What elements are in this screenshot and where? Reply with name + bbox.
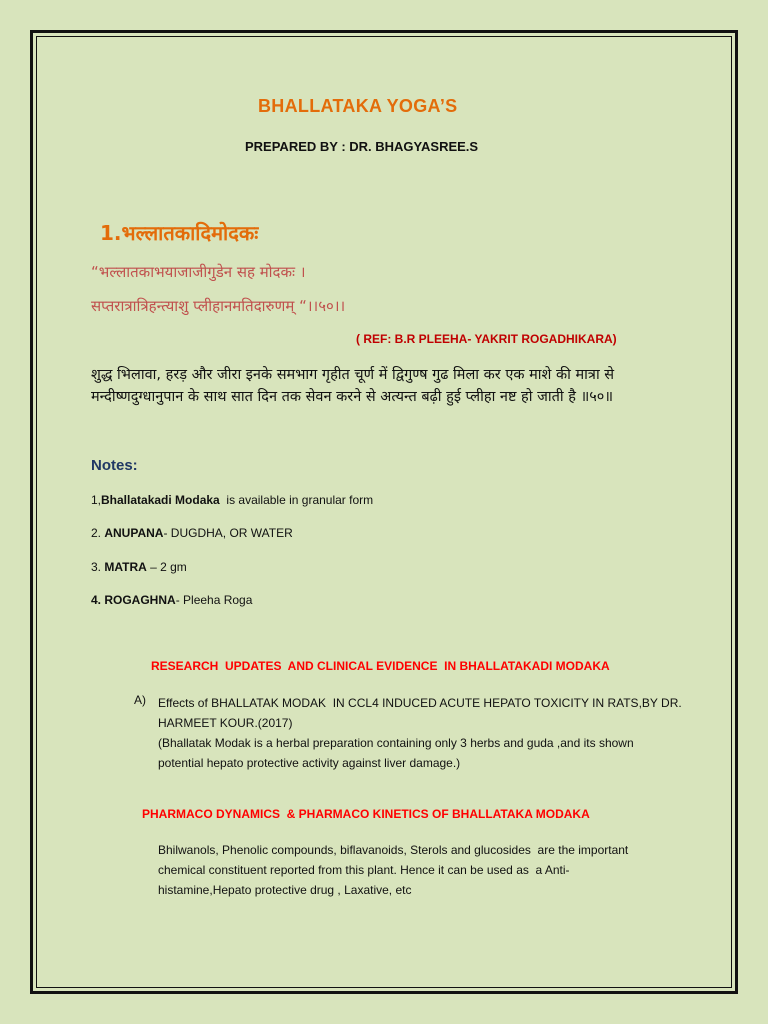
note-prefix: 3. [91, 560, 105, 574]
section-heading: 1.भल्लातकादिमोदकः [100, 221, 259, 245]
research-line-1: Effects of BHALLATAK MODAK IN CCL4 INDUCED ACUTE HEPATO TOXICITY IN RATS,BY DR. [158, 696, 682, 710]
note-item [91, 593, 252, 607]
hindi-translation-line-2: मन्दीष्णदुग्धानुपान के साथ सात दिन तक सेवन करने से अत्यन्त बढ़ी हुई प्लीहा नष्ट हो जाती है ॥५०॥ [91, 389, 614, 405]
note-text: - Pleeha Roga [175, 593, 253, 607]
pharmaco-line-3: histamine,Hepato protective drug , Laxative, etc [158, 883, 412, 897]
document-title: BHALLATAKA YOGA’S [258, 96, 458, 116]
note-prefix: 1, [91, 493, 102, 507]
note-prefix: 2. [91, 526, 105, 540]
research-item-label: A) [134, 693, 146, 707]
research-line-4: potential hepato protective activity against liver damage.) [158, 756, 461, 770]
note-term: Bhallatakadi Modaka [101, 493, 220, 507]
note-term: 4. ROGAGHNA [91, 593, 176, 607]
reference: ( REF: B.R PLEEHA- YAKRIT ROGADHIKARA) [356, 332, 617, 346]
hindi-translation-line-1: शुद्ध भिलावा, हरड़ और जीरा इनके समभाग गृहीत चूर्ण में द्विगुण्ष गुढ मिला कर एक माशे की मात्रा से [91, 367, 615, 383]
note-item [91, 560, 187, 574]
note-text: is available in granular form [219, 493, 374, 507]
research-line-2: HARMEET KOUR.(2017) [158, 716, 293, 730]
notes-heading: Notes: [91, 457, 138, 474]
note-text: - DUGDHA, OR WATER [163, 526, 293, 540]
note-term: MATRA [104, 560, 147, 574]
pharmaco-heading: PHARMACO DYNAMICS & PHARMACO KINETICS OF BHALLATAKA MODAKA [142, 807, 590, 821]
verse-line-2: सप्तरात्रात्रिहन्त्याशु प्लीहानमतिदारुणम् “।।५०।। [91, 297, 346, 315]
note-item [91, 493, 373, 507]
note-term: ANUPANA [104, 526, 164, 540]
pharmaco-line-2: chemical constituent reported from this plant. Hence it can be used as a Anti- [158, 863, 570, 877]
pharmaco-line-1: Bhilwanols, Phenolic compounds, biflavanoids, Sterols and glucosides are the important [158, 843, 629, 857]
prepared-by: PREPARED BY : DR. BHAGYASREE.S [245, 139, 479, 154]
verse-line-1: “भल्लातकाभयाजाजीगुडेन सह मोदकः । [91, 263, 306, 281]
research-heading: RESEARCH UPDATES AND CLINICAL EVIDENCE IN BHALLATAKADI MODAKA [151, 659, 610, 673]
research-line-3: (Bhallatak Modak is a herbal preparation containing only 3 herbs and guda ,and its shown [158, 736, 634, 750]
note-text: – 2 gm [146, 560, 187, 574]
note-item [91, 526, 293, 540]
